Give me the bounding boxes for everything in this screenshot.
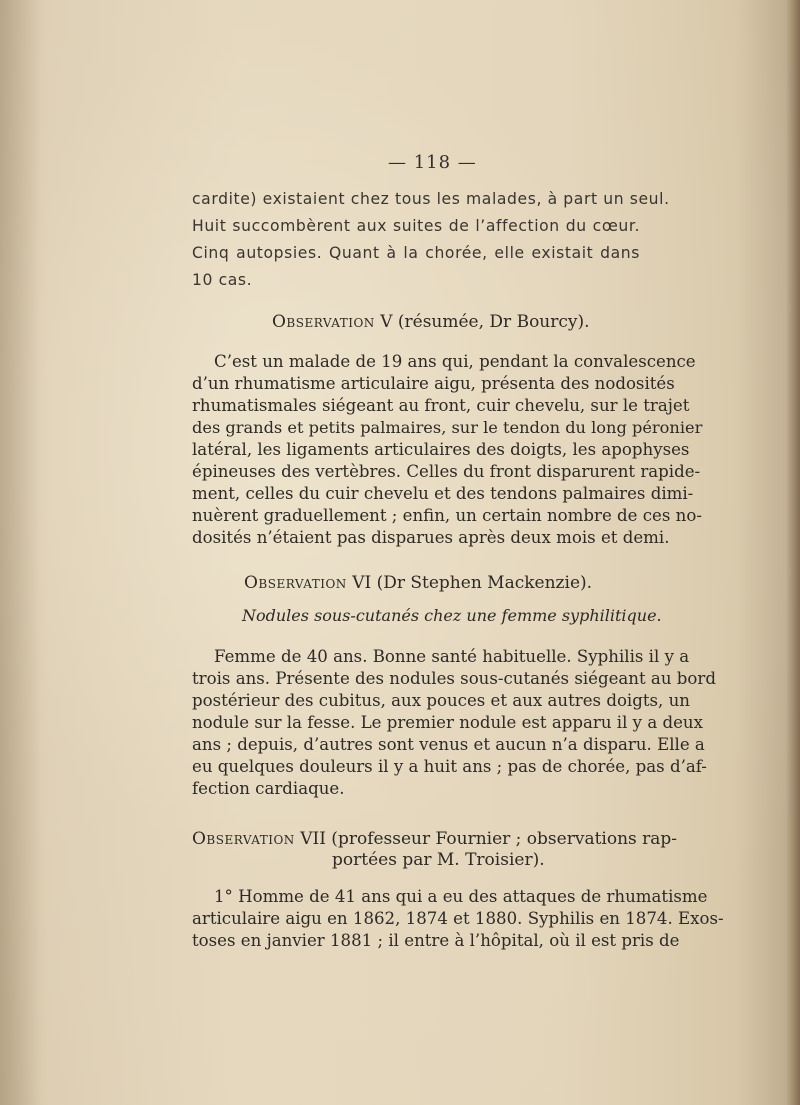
paragraph-3-line-7: fection cardiaque. <box>192 779 345 798</box>
page-gutter-shadow <box>0 0 40 1105</box>
paragraph-1-line-3: Cinq autopsies. Quant à la chorée, elle existait dans <box>192 244 640 262</box>
paragraph-3-line-3: postérieur des cubitus, aux pouces et aux autres doigts, un <box>192 691 690 710</box>
paragraph-3-line-6: eu quelques douleurs il y a huit ans ; pas de chorée, pas d’af- <box>192 757 707 776</box>
paragraph-2-line-9: dosités n’étaient pas disparues après deux mois et demi. <box>192 528 670 547</box>
paragraph-3-line-4: nodule sur la fesse. Le premier nodule est apparu il y a deux <box>192 713 703 732</box>
observation-label: Observation <box>192 829 295 849</box>
paragraph-3-line-1: Femme de 40 ans. Bonne santé habituelle. Syphilis il y a <box>214 647 690 666</box>
paragraph-2-line-3: rhumatismales siégeant au front, cuir chevelu, sur le trajet <box>192 396 690 415</box>
paragraph-1-line-1: cardite) existaient chez tous les malades, à part un seul. <box>192 190 670 208</box>
observation-6-subtitle: Nodules sous-cutanés chez une femme syphilitique. <box>242 606 662 625</box>
paragraph-4-line-3: toses en janvier 1881 ; il entre à l’hôpital, où il est pris de <box>192 931 680 950</box>
observation-7-title: VII (professeur Fournier ; observations rap- <box>294 829 678 849</box>
paragraph-3-line-5: ans ; depuis, d’autres sont venus et aucun n’a disparu. Elle a <box>192 735 705 754</box>
paragraph-2-line-4: des grands et petits palmaires, sur le tendon du long péronier <box>192 418 703 437</box>
observation-6-heading <box>244 573 592 593</box>
observation-label: Observation <box>272 312 375 332</box>
observation-7-heading <box>192 828 678 850</box>
observation-5-heading <box>272 312 590 332</box>
paragraph-2-line-7: ment, celles du cuir chevelu et des tendons palmaires dimi- <box>192 484 694 503</box>
paragraph-2-line-5: latéral, les ligaments articulaires des doigts, les apophyses <box>192 440 690 459</box>
paragraph-2-line-6: épineuses des vertèbres. Celles du front disparurent rapide- <box>192 462 701 481</box>
paragraph-4-line-2: articulaire aigu en 1862, 1874 et 1880. Syphilis en 1874. Exos- <box>192 909 724 928</box>
paragraph-2-line-2: d’un rhumatisme articulaire aigu, présenta des nodosités <box>192 374 675 393</box>
paragraph-3-line-2: trois ans. Présente des nodules sous-cutanés siégeant au bord <box>192 669 716 688</box>
page-edge-shadow <box>786 0 800 1105</box>
paragraph-1-line-4: 10 cas. <box>192 271 253 289</box>
observation-7-heading-line-2: portées par M. Troisier). <box>332 850 545 870</box>
observation-label: Observation <box>244 573 347 593</box>
page-number: — 118 — <box>388 152 477 173</box>
observation-5-title: V (résumée, Dr Bourcy). <box>374 312 590 332</box>
paragraph-2-line-8: nuèrent graduellement ; enfin, un certain nombre de ces no- <box>192 506 702 525</box>
paragraph-2-line-1: C’est un malade de 19 ans qui, pendant la convalescence <box>214 352 696 371</box>
observation-6-title: VI (Dr Stephen Mackenzie). <box>346 573 593 593</box>
paragraph-4-line-1: 1° Homme de 41 ans qui a eu des attaques de rhumatisme <box>214 887 708 906</box>
paragraph-1-line-2: Huit succombèrent aux suites de l’affection du cœur. <box>192 217 640 235</box>
